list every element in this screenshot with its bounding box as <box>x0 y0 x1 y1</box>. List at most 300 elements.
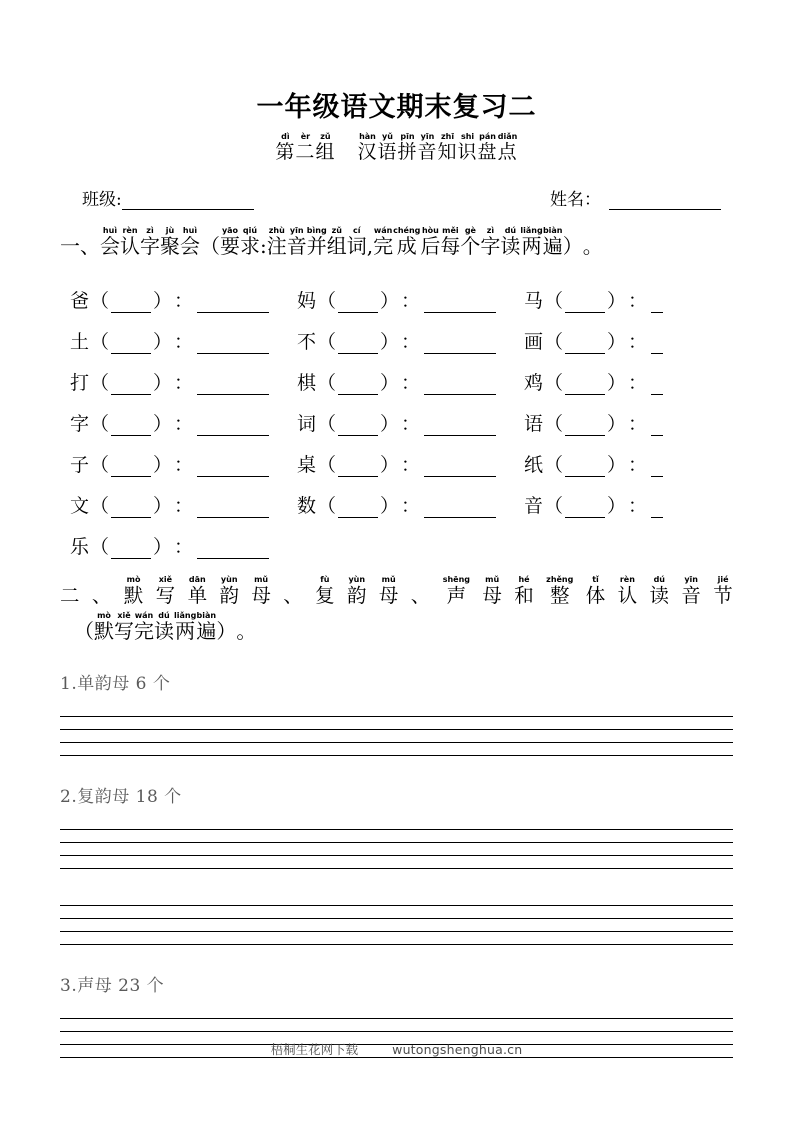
paren-close: ） <box>153 536 173 559</box>
pinyin-annotation: dú <box>158 611 170 621</box>
pinyin-answer-blank[interactable] <box>338 421 378 436</box>
exercise-hanzi: 画 <box>523 331 543 354</box>
section-heading-char <box>160 226 180 258</box>
word-answer-blank[interactable] <box>651 339 663 354</box>
exercise-hanzi: 棋 <box>296 372 316 395</box>
hanzi-char: 字 <box>140 234 160 259</box>
word-answer-blank[interactable] <box>197 544 269 559</box>
hanzi-char: 节 <box>713 584 733 608</box>
word-answer-blank[interactable] <box>197 339 269 354</box>
paren-open: （ <box>543 495 563 518</box>
pinyin-annotation: mǔ <box>381 575 396 585</box>
exercise-hanzi: 桌 <box>296 454 316 477</box>
paren-open: （ <box>543 454 563 477</box>
pinyin-annotation: zhù <box>268 226 285 236</box>
hanzi-char: 聚 <box>160 234 180 259</box>
subtitle-char <box>275 132 295 163</box>
paren-close: ） <box>606 413 626 436</box>
character-cell <box>70 453 297 477</box>
character-row <box>70 313 733 354</box>
hanzi-char: 体 <box>585 584 606 608</box>
paren-close: ） <box>153 495 173 518</box>
section-heading-char <box>373 226 393 258</box>
section-heading-char <box>140 226 160 258</box>
character-cell <box>524 289 733 313</box>
section-heading-char <box>200 226 220 258</box>
hanzi-char: 默 <box>94 619 114 644</box>
pinyin-answer-blank[interactable] <box>111 339 151 354</box>
pinyin-annotation: bìng <box>306 226 327 236</box>
section-heading-char <box>287 226 307 258</box>
pinyin-annotation: tǐ <box>592 575 599 585</box>
pinyin-answer-blank[interactable] <box>565 503 605 518</box>
pinyin-annotation: mǔ <box>254 575 269 585</box>
subtitle-char <box>315 132 335 163</box>
pinyin-annotation: mò <box>126 575 141 585</box>
character-cell <box>70 494 297 518</box>
pinyin-annotation: yùn <box>348 575 366 585</box>
section-heading-char <box>174 611 196 643</box>
colon: ： <box>627 495 647 518</box>
character-row <box>70 477 733 518</box>
name-label: 姓名： <box>550 190 601 211</box>
pinyin-annotation: měi <box>442 226 459 236</box>
pinyin-annotation: wán <box>373 226 393 236</box>
hanzi-char: ） <box>562 234 583 259</box>
hanzi-char: 认 <box>120 234 140 259</box>
word-answer-blank[interactable] <box>424 298 496 313</box>
footer-site-name: 梧桐生花网下载 <box>270 1042 359 1057</box>
subtitle-part-group <box>357 132 517 163</box>
paren-open: （ <box>316 290 336 313</box>
paren-open: （ <box>316 495 336 518</box>
character-cell <box>524 494 733 518</box>
character-cell <box>524 330 733 354</box>
colon: ： <box>174 372 194 395</box>
section-2-heading-line1 <box>60 575 733 607</box>
student-info-row <box>60 185 733 210</box>
footer <box>0 1040 793 1058</box>
paren-close: ） <box>606 331 626 354</box>
pinyin-annotation: zì <box>486 226 495 236</box>
pinyin-annotation: mǔ <box>485 575 500 585</box>
page-title: 一年级语文期末复习二 <box>256 92 537 123</box>
writing-rule-line[interactable] <box>60 856 733 869</box>
pinyin-annotation: liǎng <box>520 226 543 236</box>
writing-rule-line[interactable] <box>60 830 733 843</box>
writing-rule-line[interactable] <box>60 743 733 756</box>
paren-close: ） <box>380 454 400 477</box>
rule-line-group <box>60 704 733 756</box>
section-heading-char <box>500 226 520 258</box>
exercise-hanzi: 妈 <box>296 290 316 313</box>
subtitle-char <box>458 132 478 163</box>
word-answer-blank[interactable] <box>424 421 496 436</box>
writing-tasks <box>60 669 733 1058</box>
section-heading-char <box>681 575 701 607</box>
exercise-hanzi: 土 <box>70 331 90 354</box>
colon: ： <box>401 372 421 395</box>
pinyin-answer-blank[interactable] <box>338 380 378 395</box>
pinyin-answer-blank[interactable] <box>338 462 378 477</box>
rule-line-group <box>60 893 733 945</box>
section-heading-char <box>188 575 208 607</box>
pinyin-annotation: hàn <box>359 132 376 142</box>
pinyin-annotation: biàn <box>196 611 217 621</box>
hanzi-char: 成 <box>396 234 417 259</box>
hanzi-char: （ <box>74 619 94 644</box>
section-heading-char <box>60 226 80 258</box>
writing-rule-line[interactable] <box>60 893 733 906</box>
pinyin-answer-blank[interactable] <box>565 298 605 313</box>
hanzi-char: 单 <box>187 584 208 608</box>
character-row <box>70 436 733 477</box>
section-heading-char <box>618 575 638 607</box>
pinyin-annotation: rèn <box>619 575 635 585</box>
pinyin-answer-blank[interactable] <box>111 462 151 477</box>
section-heading-char <box>393 226 420 258</box>
word-answer-blank[interactable] <box>651 298 663 313</box>
section-heading-char <box>220 226 240 258</box>
hanzi-char: 点 <box>497 141 518 164</box>
writing-rule-line[interactable] <box>60 932 733 945</box>
pinyin-annotation: chéng <box>393 226 421 236</box>
writing-rule-line[interactable] <box>60 919 733 932</box>
task-label: 3.声母 23 个 <box>60 976 165 997</box>
hanzi-char: 汉 <box>357 141 378 164</box>
paren-open: （ <box>316 372 336 395</box>
pinyin-answer-blank[interactable] <box>111 380 151 395</box>
section-heading-char <box>251 575 271 607</box>
paren-close: ） <box>606 495 626 518</box>
exercise-hanzi: 子 <box>70 454 90 477</box>
paren-open: （ <box>543 372 563 395</box>
pinyin-annotation: zǔ <box>331 226 342 236</box>
hanzi-char: 第 <box>275 141 296 164</box>
paren-close: ） <box>153 454 173 477</box>
pinyin-annotation: liǎng <box>174 611 197 621</box>
section-heading-char <box>120 226 140 258</box>
pinyin-answer-blank[interactable] <box>565 380 605 395</box>
section-heading-char <box>440 226 460 258</box>
hanzi-char: 韵 <box>347 584 367 608</box>
pinyin-annotation: zhī <box>440 132 455 142</box>
section-heading-char <box>80 226 100 258</box>
pinyin-annotation: qiú <box>242 226 258 236</box>
pinyin-annotation: xiě <box>117 611 131 621</box>
pinyin-answer-blank[interactable] <box>111 503 151 518</box>
section-heading-char <box>236 611 256 643</box>
exercise-hanzi: 字 <box>70 413 90 436</box>
paren-open: （ <box>90 495 110 518</box>
section-heading-char <box>482 575 502 607</box>
paren-close: ） <box>380 495 400 518</box>
colon: ： <box>401 413 421 436</box>
writing-rule-line[interactable] <box>60 817 733 830</box>
exercise-hanzi: 马 <box>523 290 543 313</box>
section-heading-char <box>134 611 154 643</box>
hanzi-char: 和 <box>514 584 534 608</box>
writing-rule-line[interactable] <box>60 1019 733 1032</box>
character-cell <box>524 453 733 477</box>
colon: ： <box>174 454 194 477</box>
colon: ： <box>174 536 194 559</box>
pinyin-answer-blank[interactable] <box>565 421 605 436</box>
hanzi-char: 认 <box>617 584 638 608</box>
hanzi-char: 母 <box>482 584 502 608</box>
colon: ： <box>401 454 421 477</box>
writing-rule-line[interactable] <box>60 906 733 919</box>
section-heading-char <box>315 575 335 607</box>
hanzi-char: 写 <box>155 584 176 608</box>
hanzi-char: 母 <box>378 584 399 608</box>
section-heading-char <box>583 226 603 258</box>
exercise-hanzi: 乐 <box>70 536 90 559</box>
pinyin-annotation: zì <box>146 226 154 236</box>
hanzi-char: 二 <box>295 141 316 164</box>
hanzi-char: 完 <box>373 234 394 259</box>
pinyin-annotation: rèn <box>122 226 138 236</box>
word-answer-blank[interactable] <box>197 421 269 436</box>
hanzi-char: 一 <box>60 234 80 259</box>
pinyin-annotation: yīn <box>684 575 698 585</box>
hanzi-char: 声 <box>446 584 467 608</box>
paren-close: ） <box>606 454 626 477</box>
hanzi-char: 求 <box>240 234 260 259</box>
pinyin-annotation: zǔ <box>320 132 331 142</box>
section-heading-char <box>196 611 216 643</box>
pinyin-answer-blank[interactable] <box>338 298 378 313</box>
section-heading-char <box>713 575 733 607</box>
subtitle-char <box>357 132 377 163</box>
character-row <box>70 518 733 559</box>
paren-close: ） <box>380 372 400 395</box>
character-cell <box>297 330 524 354</box>
section-heading-char <box>74 611 94 643</box>
word-answer-blank[interactable] <box>197 298 269 313</box>
hanzi-char: 音 <box>417 141 438 164</box>
word-answer-blank[interactable] <box>197 503 269 518</box>
hanzi-char: 、 <box>91 584 112 608</box>
subtitle-char <box>418 132 438 163</box>
hanzi-char: 后 <box>420 234 441 259</box>
paren-open: （ <box>90 331 110 354</box>
hanzi-char: （ <box>200 234 220 259</box>
hanzi-char: 两 <box>175 619 196 644</box>
pinyin-answer-blank[interactable] <box>111 544 151 559</box>
colon: ： <box>174 290 194 313</box>
word-answer-blank[interactable] <box>424 380 496 395</box>
character-cell <box>70 330 297 354</box>
colon: ： <box>174 495 194 518</box>
section-heading-char <box>283 575 303 607</box>
rule-line-group <box>60 817 733 869</box>
section-heading-char <box>480 226 500 258</box>
word-answer-blank[interactable] <box>651 421 663 436</box>
pinyin-answer-blank[interactable] <box>565 462 605 477</box>
writing-rule-line[interactable] <box>60 704 733 717</box>
hanzi-char: 拼 <box>397 141 418 164</box>
pinyin-annotation: dì <box>281 132 290 142</box>
rule-gap <box>60 869 733 893</box>
paren-close: ） <box>153 290 173 313</box>
pinyin-annotation: dú <box>653 575 665 585</box>
pinyin-annotation: dú <box>504 226 517 236</box>
word-answer-blank[interactable] <box>651 503 663 518</box>
section-heading-char <box>124 575 144 607</box>
section-heading-char <box>347 226 367 258</box>
hanzi-char: 字 <box>480 234 501 259</box>
exercise-hanzi: 不 <box>296 331 316 354</box>
section-heading-char <box>586 575 606 607</box>
paren-open: （ <box>90 536 110 559</box>
hanzi-char: 、 <box>410 584 431 608</box>
class-input-blank[interactable] <box>122 194 254 210</box>
subtitle-char <box>478 132 498 163</box>
pinyin-answer-blank[interactable] <box>565 339 605 354</box>
hanzi-char: 语 <box>377 141 398 164</box>
paren-open: （ <box>543 290 563 313</box>
section-heading-char <box>514 575 534 607</box>
task-label: 2.复韵母 18 个 <box>60 787 182 808</box>
colon: ： <box>401 290 421 313</box>
exercise-hanzi: 鸡 <box>523 372 543 395</box>
pinyin-annotation: shēng <box>442 575 470 585</box>
colon: ： <box>401 495 421 518</box>
word-answer-blank[interactable] <box>197 462 269 477</box>
character-cell <box>70 289 297 313</box>
paren-close: ） <box>380 413 400 436</box>
character-cell <box>297 453 524 477</box>
section-heading-char <box>443 575 470 607</box>
hanzi-char: 知 <box>437 141 458 164</box>
section-heading-char <box>260 226 267 258</box>
section-1-heading <box>60 226 733 258</box>
hanzi-char: : <box>260 234 267 259</box>
hanzi-char: 整 <box>550 584 570 608</box>
paren-close: ） <box>153 331 173 354</box>
pinyin-annotation: cí <box>353 226 361 236</box>
writing-rule-line[interactable] <box>60 1006 733 1019</box>
pinyin-annotation: diǎn <box>497 132 518 142</box>
paren-close: ） <box>153 372 173 395</box>
hanzi-char: 注 <box>266 234 287 259</box>
hanzi-char: 词 <box>346 234 367 259</box>
paren-close: ） <box>380 290 400 313</box>
character-cell <box>297 371 524 395</box>
pinyin-annotation: fù <box>320 575 330 585</box>
section-heading-char <box>94 611 114 643</box>
character-cell <box>297 289 524 313</box>
pinyin-answer-blank[interactable] <box>111 298 151 313</box>
paren-close: ） <box>606 372 626 395</box>
pinyin-annotation: jù <box>165 226 175 236</box>
section-heading-char <box>92 575 112 607</box>
pinyin-annotation: yùn <box>220 575 238 585</box>
word-answer-blank[interactable] <box>651 380 663 395</box>
hanzi-char: 会 <box>100 234 120 259</box>
paren-close: ） <box>380 331 400 354</box>
hanzi-char: 读 <box>649 584 670 608</box>
writing-rule-line[interactable] <box>60 843 733 856</box>
hanzi-char: 、 <box>80 234 100 259</box>
word-answer-blank[interactable] <box>424 462 496 477</box>
section-heading-char <box>379 575 399 607</box>
pinyin-annotation: dān <box>188 575 206 585</box>
hanzi-char: 遍 <box>196 619 217 644</box>
hanzi-char: 读 <box>500 234 521 259</box>
subtitle-char <box>295 132 315 163</box>
pinyin-annotation: hòu <box>421 226 439 236</box>
word-answer-blank[interactable] <box>424 503 496 518</box>
pinyin-annotation: yǔ <box>382 132 393 142</box>
writing-rule-line[interactable] <box>60 717 733 730</box>
exercise-hanzi: 音 <box>523 495 543 518</box>
pinyin-annotation: wán <box>134 611 154 621</box>
hanzi-char: 复 <box>315 584 335 608</box>
paren-open: （ <box>543 413 563 436</box>
word-answer-blank[interactable] <box>651 462 663 477</box>
hanzi-char: 每 <box>440 234 461 259</box>
pinyin-annotation: pīn <box>400 132 415 142</box>
pinyin-answer-blank[interactable] <box>338 339 378 354</box>
class-label: 班级: <box>82 190 122 211</box>
section-heading-char <box>347 575 367 607</box>
name-input-blank[interactable] <box>609 194 721 210</box>
colon: ： <box>174 331 194 354</box>
hanzi-char: 要 <box>220 234 240 259</box>
colon: ： <box>627 413 647 436</box>
character-row <box>70 395 733 436</box>
pinyin-answer-blank[interactable] <box>338 503 378 518</box>
exercise-hanzi: 打 <box>70 372 90 395</box>
section-heading-char <box>60 575 80 607</box>
hanzi-char: 。 <box>236 619 257 644</box>
section-heading-char <box>546 575 573 607</box>
colon: ： <box>627 331 647 354</box>
exercise-hanzi: 文 <box>70 495 90 518</box>
word-answer-blank[interactable] <box>197 380 269 395</box>
character-cell <box>70 412 297 436</box>
paren-open: （ <box>90 290 110 313</box>
writing-rule-line[interactable] <box>60 730 733 743</box>
word-answer-blank[interactable] <box>424 339 496 354</box>
section-heading-char <box>156 575 176 607</box>
hanzi-char: 。 <box>582 234 603 259</box>
exercise-hanzi: 数 <box>296 495 316 518</box>
subtitle-char <box>377 132 397 163</box>
hanzi-char: 母 <box>251 584 271 608</box>
section-2-heading-line2 <box>60 611 733 643</box>
character-cell <box>524 412 733 436</box>
paren-close: ） <box>606 290 626 313</box>
paren-open: （ <box>543 331 563 354</box>
section-heading-char <box>460 226 480 258</box>
pinyin-annotation: xiě <box>158 575 173 585</box>
subtitle-char <box>397 132 417 163</box>
pinyin-annotation: yāo <box>221 226 239 236</box>
character-row <box>70 354 733 395</box>
hanzi-char: ） <box>216 619 237 644</box>
hanzi-char: 组 <box>315 141 336 164</box>
pinyin-annotation: huì <box>182 226 198 236</box>
pinyin-annotation: biàn <box>542 226 563 236</box>
hanzi-char: 盘 <box>477 141 498 164</box>
pinyin-answer-blank[interactable] <box>111 421 151 436</box>
paren-open: （ <box>90 413 110 436</box>
colon: ： <box>627 290 647 313</box>
pinyin-annotation: zhěng <box>546 575 574 585</box>
